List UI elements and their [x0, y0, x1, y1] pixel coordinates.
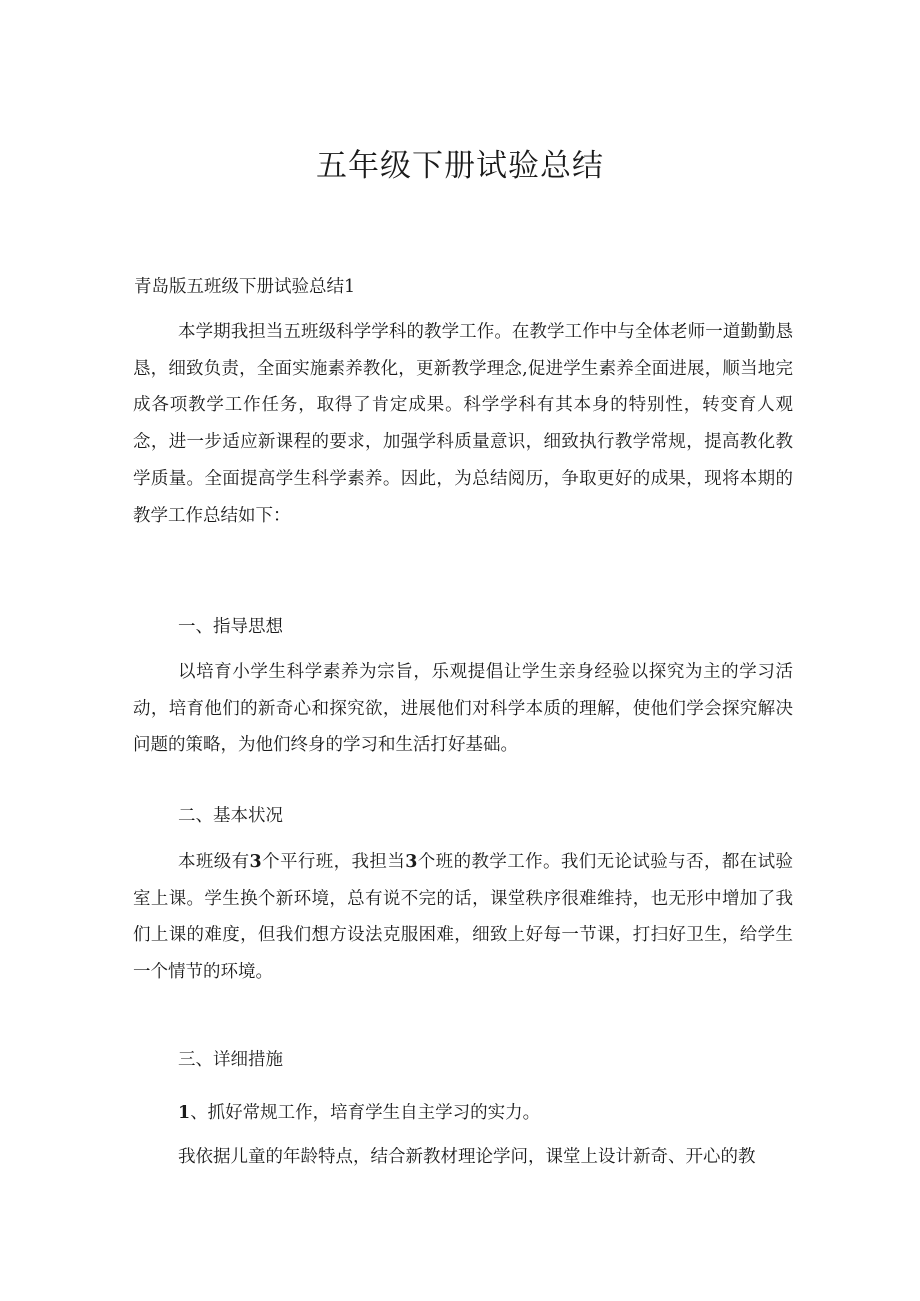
basic-situation-text-2: 个平行班，我担当 — [261, 852, 406, 872]
measure-item-1-number: 1 — [178, 1103, 191, 1123]
section-heading-basic-situation — [178, 802, 283, 827]
guiding-ideology-paragraph: 以培育小学生科学素养为宗旨，乐观提倡让学生亲身经验以探究为主的学习活动，培育他们的新奇心和探究欲，进展他们对科学本质的理解，使他们学会探究解决问题的策略，为他们终身的学习和生活打好基础。 — [133, 662, 793, 756]
measure-item-1 — [178, 1099, 540, 1124]
basic-situation-heading-text: 二、基本状况 — [178, 806, 283, 826]
section-heading-detailed-measures: 三、详细措施 — [178, 1050, 283, 1070]
measure-item-1-paragraph: 我依据儿童的年龄特点，结合新教材理论学问，课堂上设计新奇、开心的教 — [178, 1147, 756, 1167]
measure-item-1-text: 、抓好常规工作，培育学生自主学习的实力。 — [190, 1103, 541, 1123]
class-count-value: 3 — [249, 852, 262, 872]
basic-situation-text-1: 本班级有 — [178, 852, 250, 872]
basic-situation-text-3: 个班的教学工作。我们无论试验与否，都在试验室上课。学生换个新环境，总有说不完的话，课堂秩序很难维持，也无形中增加了我们上课的难度，但我们想方设法克服困难，细致上好每一节课，打扫好卫生，给学生一个情节的环境。 — [133, 852, 794, 983]
document-subtitle — [134, 273, 355, 298]
basic-situation-paragraph — [133, 844, 793, 991]
taught-class-count-value: 3 — [405, 852, 418, 872]
intro-paragraph: 本学期我担当五班级科学学科的教学工作。在教学工作中与全体老师一道勤勤恳恳，细致负责，全面实施素养教化，更新教学理念,促进学生素养全面进展，顺当地完成各项教学工作任务，取得了肯定成果。科学学科有其本身的特别性，转变育人观念，进一步适应新课程的要求，加强学科质量意识，细致执行教学常规，提高教化教学质量。全面提高学生科学素养。因此，为总结阅历，争取更好的成果，现将本期的教学工作总结如下： — [133, 322, 793, 526]
subtitle-text: 青岛版五班级下册试验总结1 — [134, 277, 356, 297]
page-title: 五年级下册试验总结 — [316, 148, 604, 184]
section-heading-guiding-ideology: 一、指导思想 — [178, 617, 283, 637]
